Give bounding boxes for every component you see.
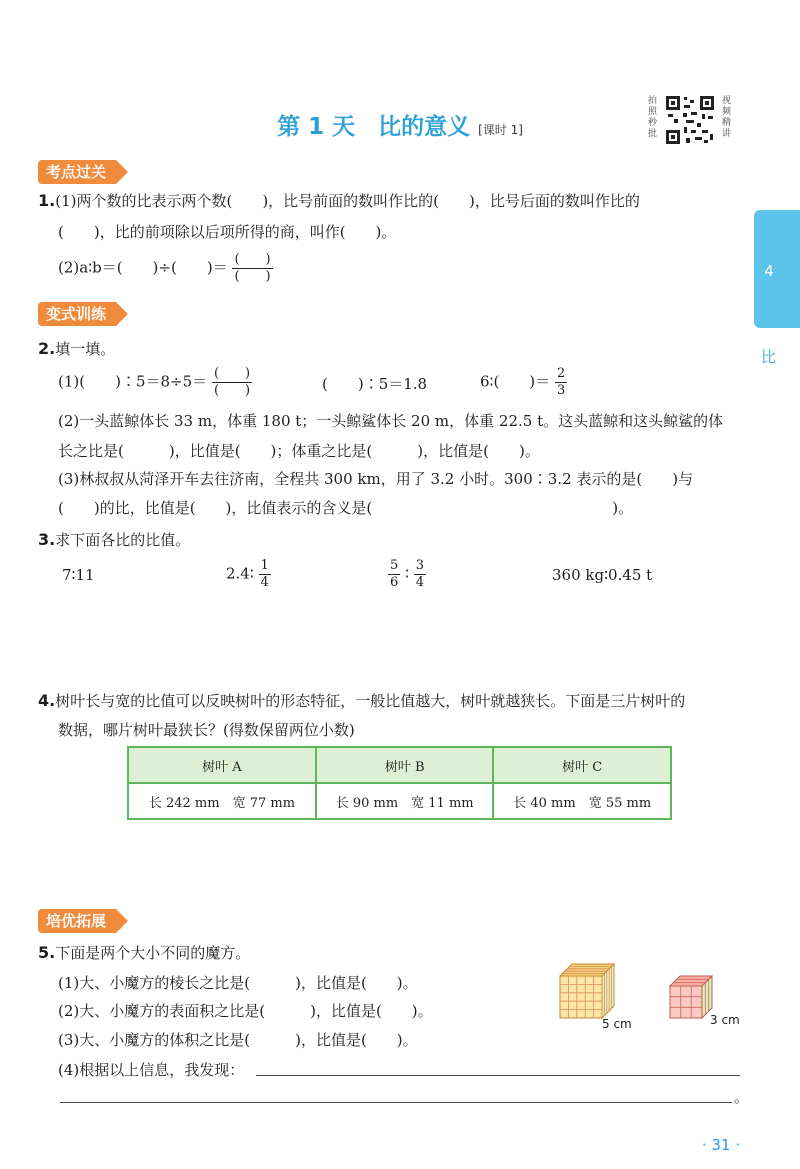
section-badge-2: 变式训练 [38, 302, 116, 326]
q2-title-line [38, 338, 115, 359]
q2-part2a: (2)一头蓝鲸体长 33 m，体重 180 t；一头鲸鲨体长 20 m，体重 22.5 t。这头蓝鲸和这头鲸鲨的体 [58, 412, 724, 430]
answer-line-1[interactable] [256, 1075, 740, 1076]
q3-b-prefix: 2.4∶ [226, 564, 254, 583]
qr-caption-left [648, 96, 658, 140]
q4-part2: 数据，哪片树叶最狭长？(得数保留两位小数) [58, 721, 355, 739]
q3-title-line [38, 529, 190, 550]
q3-item-c [388, 558, 426, 591]
q3-item-b [226, 558, 271, 591]
q2-part3a: (3)林叔叔从菏泽开车去往济南，全程共 300 km，用了 3.2 小时。300∶3.2 表示的是( )与 [58, 470, 694, 488]
q3-c-separator: ∶ [405, 564, 409, 583]
q4-line-1 [38, 690, 685, 711]
q1-number: 1. [38, 191, 56, 210]
big-rubik-cube-icon [558, 962, 616, 1020]
section-badge-3: 培优拓展 [38, 909, 116, 933]
fraction-numerator: ( ) [213, 366, 251, 381]
q5-part4: (4)根据以上信息，我发现： [58, 1061, 245, 1079]
table-header-cell: 树叶 A [128, 747, 316, 783]
q2-title: 填一填。 [55, 340, 116, 358]
q3-item-a: 7∶11 [62, 566, 95, 584]
q1-line-2 [58, 252, 273, 285]
q1-part1b: ( )，比的前项除以后项所得的商，叫作( )。 [58, 223, 397, 241]
table-header-row [128, 747, 671, 783]
q1-part2: (2)a∶b＝( )÷( )＝ [58, 258, 228, 277]
section-badge-1: 考点过关 [38, 160, 116, 184]
qr-caption-right [722, 96, 732, 140]
q5-part2: (2)大、小魔方的表面积之比是( )，比值是( )。 [58, 1002, 433, 1020]
q5-number: 5. [38, 943, 56, 962]
answer-line-2[interactable] [60, 1102, 732, 1103]
q2-r1c-fraction [555, 366, 567, 399]
q3-title: 求下面各比的比值。 [55, 531, 191, 549]
page-number: · 31 · [701, 1136, 740, 1154]
q1-line-1 [38, 190, 640, 211]
q3-number: 3. [38, 530, 56, 549]
chapter-tab-label: 比 [761, 348, 777, 366]
chapter-tab[interactable] [754, 210, 800, 328]
table-cell: 长 242 mm 宽 77 mm [128, 783, 316, 819]
qr-caption-char: 批 [648, 129, 658, 139]
q1-part1a: (1)两个数的比表示两个数( )，比号前面的数叫作比的( )，比号后面的数叫作比的 [55, 192, 640, 210]
small-cube-label: 3 cm [710, 1013, 740, 1027]
q2-part3b: ( )的比，比值是( )，比值表示的含义是( )。 [58, 499, 634, 517]
fraction-numerator: 5 [390, 558, 399, 573]
fraction-denominator: ( ) [213, 383, 251, 398]
q3-item-d: 360 kg∶0.45 t [552, 566, 653, 584]
q3-c-fraction-2 [414, 558, 426, 591]
table-header-cell: 树叶 C [493, 747, 671, 783]
q1-fraction [232, 252, 272, 285]
q5-end-mark: 。 [734, 1088, 750, 1106]
q3-c-fraction-1 [388, 558, 400, 591]
q3-b-fraction [259, 558, 271, 591]
fraction-denominator: ( ) [234, 269, 271, 284]
table-row [128, 783, 671, 819]
fraction-numerator: ( ) [234, 252, 271, 267]
q4-number: 4. [38, 691, 56, 710]
fraction-denominator: 3 [556, 383, 566, 398]
fraction-numerator: 1 [260, 558, 269, 573]
qr-caption-char: 讲 [722, 129, 732, 139]
q2-r1a-fraction [212, 366, 252, 399]
qr-caption-char: 拍 [648, 96, 658, 106]
qr-caption-char: 秒 [648, 118, 658, 128]
table-cell: 长 90 mm 宽 11 mm [316, 783, 494, 819]
fraction-denominator: 6 [390, 575, 399, 590]
lesson-label: [课时 1] [478, 123, 523, 137]
q2-part2b: 长之比是( )，比值是( )；体重之比是( )，比值是( )。 [58, 442, 540, 460]
fraction-numerator: 2 [556, 366, 566, 381]
q2-row-1 [58, 366, 252, 399]
q5-part1: (1)大、小魔方的棱长之比是( )，比值是( )。 [58, 974, 418, 992]
leaf-data-table [127, 746, 672, 820]
q5-title-line [38, 942, 250, 963]
qr-caption-char: 频 [722, 107, 732, 117]
fraction-denominator: 4 [260, 575, 269, 590]
q4-part1: 树叶长与宽的比值可以反映树叶的形态特征，一般比值越大，树叶就越狭长。下面是三片树叶的 [55, 692, 686, 710]
title-text: 第 1 天 比的意义 [277, 114, 471, 140]
q2-r1c: 6∶( )＝ [480, 372, 551, 391]
small-rubik-cube-icon [668, 974, 714, 1020]
q5-title: 下面是两个大小不同的魔方。 [55, 944, 251, 962]
q5-part3: (3)大、小魔方的体积之比是( )，比值是( )。 [58, 1031, 418, 1049]
qr-caption-char: 视 [722, 96, 732, 106]
qr-code-icon[interactable] [664, 94, 716, 146]
big-cube-label: 5 cm [602, 1017, 632, 1031]
chapter-tab-number: 4 [764, 262, 774, 280]
q2-r1b: ( )∶5＝1.8 [322, 375, 428, 393]
q2-number: 2. [38, 339, 56, 358]
table-cell: 长 40 mm 宽 55 mm [493, 783, 671, 819]
table-header-cell: 树叶 B [316, 747, 494, 783]
qr-caption-char: 精 [722, 118, 732, 128]
fraction-denominator: 4 [415, 575, 425, 590]
q2-r1c-line [480, 366, 567, 399]
fraction-numerator: 3 [415, 558, 425, 573]
q2-r1a: (1)( )∶5＝8÷5＝ [58, 372, 208, 391]
qr-caption-char: 照 [648, 107, 658, 117]
